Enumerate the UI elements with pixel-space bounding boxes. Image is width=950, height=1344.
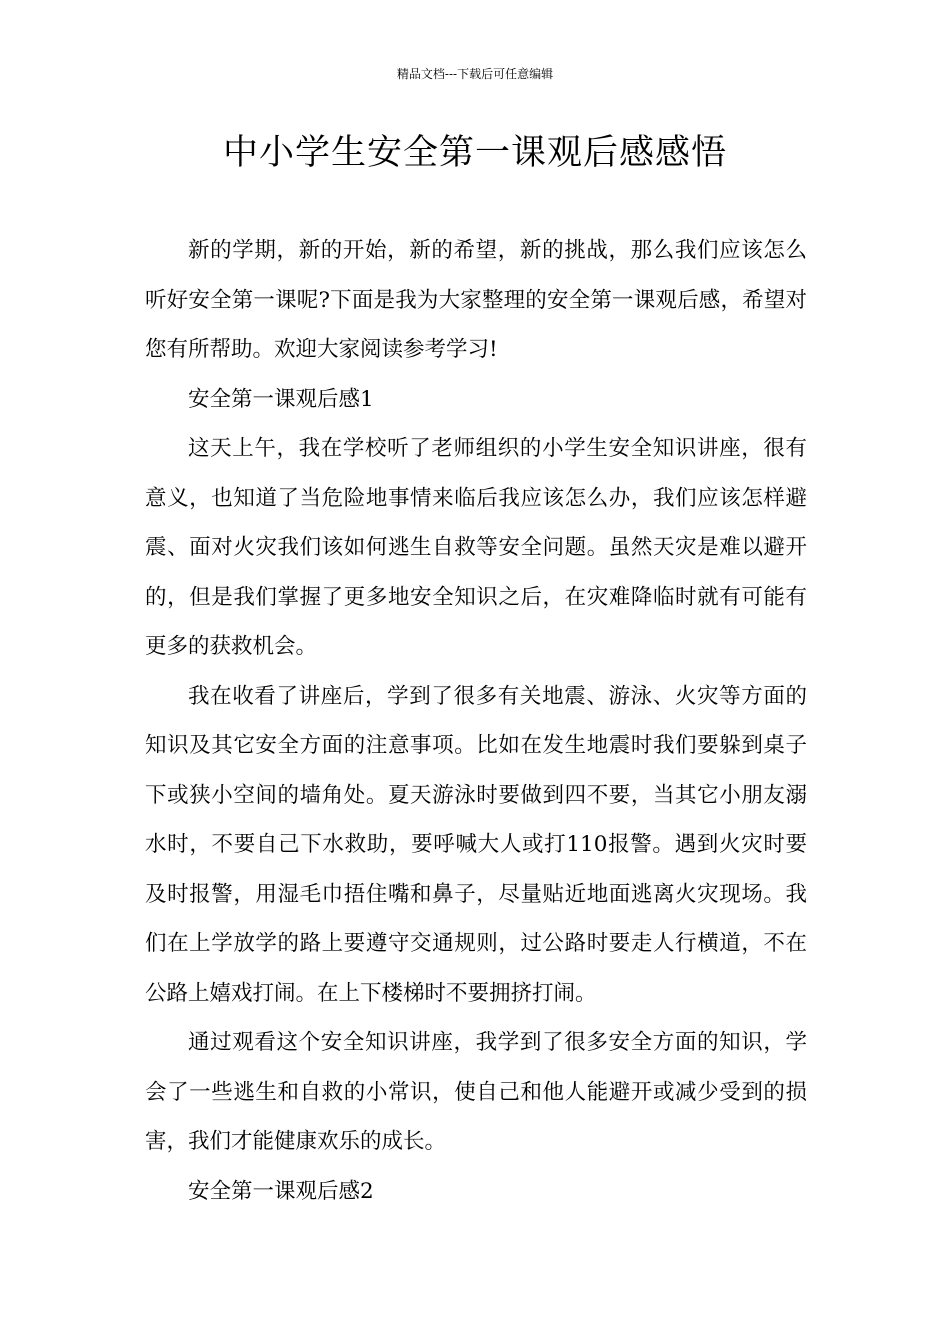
paragraph-1: 这天上午，我在学校听了老师组织的小学生安全知识讲座，很有意义，也知道了当危险地事情来临后我应该怎么办，我们应该怎样避震、面对火灾我们该如何逃生自救等安全问题。虽然天灾是难以避开的，但是我们掌握了更多地安全知识之后，在灾难降临时就有可能有更多的获救机会。 [145, 436, 807, 659]
document-title: 中小学生安全第一课观后感感悟 [222, 133, 727, 173]
paragraph-intro: 新的学期，新的开始，新的希望，新的挑战，那么我们应该怎么听好安全第一课呢?下面是我为大家整理的安全第一课观后感，希望对您有所帮助。欢迎大家阅读参考学习! [145, 238, 807, 362]
section-heading-2: 安全第一课观后感2 [188, 1178, 374, 1204]
page-header: 精品文档---下载后可任意编辑 [396, 67, 554, 81]
paragraph-3: 通过观看这个安全知识讲座，我学到了很多安全方面的知识，学会了一些逃生和自救的小常识，使自己和他人能避开或减少受到的损害，我们才能健康欢乐的成长。 [145, 1030, 807, 1154]
paragraph-2: 我在收看了讲座后，学到了很多有关地震、游泳、火灾等方面的知识及其它安全方面的注意事项。比如在发生地震时我们要躲到桌子下或狭小空间的墙角处。夏天游泳时要做到四不要，当其它小朋友溺水时，不要自己下水救助，要呼喊大人或打110报警。遇到火灾时要及时报警，用湿毛巾捂住嘴和鼻子，尽量贴近地面逃离火灾现场。我们在上学放学的路上要遵守交通规则，过公路时要走人行横道，不在公路上嬉戏打闹。在上下楼梯时不要拥挤打闹。 [145, 683, 807, 1006]
document-body [145, 226, 807, 1216]
section-heading-1: 安全第一课观后感1 [188, 386, 374, 412]
